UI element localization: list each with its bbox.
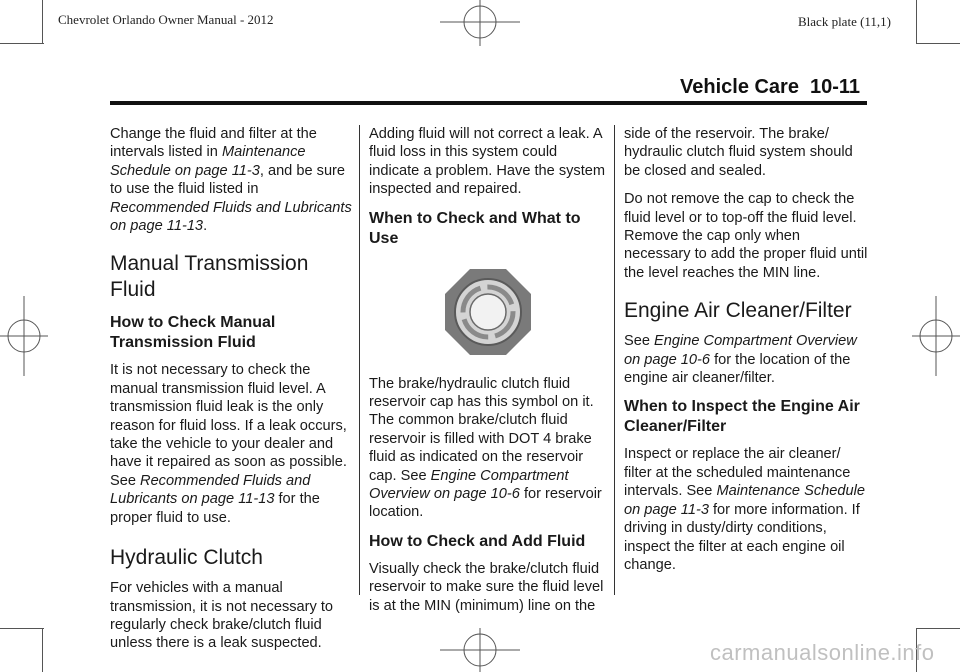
- heading-hydraulic-clutch: Hydraulic Clutch: [110, 546, 263, 570]
- column-3: [624, 125, 868, 584]
- link-recommended-fluids[interactable]: Recommended Fluids and Lubricants on page 11-13: [110, 472, 311, 508]
- subheading-check-manual-transmission: How to Check Manual Transmission Fluid: [110, 314, 276, 352]
- subheading-when-to-check: When to Check and What to Use: [369, 209, 581, 247]
- section-title: Vehicle Care: [680, 76, 799, 98]
- registration-mark-right: [910, 296, 960, 376]
- column-1: [110, 125, 352, 663]
- clutch-paragraph: For vehicles with a manual transmission, it is not necessary to regularly check brake/clutch fluid unless there is a leak suspected.: [110, 580, 334, 652]
- cap-paragraph: Do not remove the cap to check the fluid level or to top-off the fluid level. Remove the cap only when necessary to add the proper fluid until the level reaches the MIN line.: [624, 191, 868, 281]
- link-recommended-fluids[interactable]: Recommended Fluids and Lubricants on page 11-13: [110, 199, 352, 235]
- page-number: 10-11: [810, 76, 861, 98]
- cap-symbol-figure: [369, 267, 607, 359]
- brake-fluid-cap-icon: [443, 267, 533, 357]
- link-maintenance-schedule[interactable]: Maintenance Schedule on page 11-3: [624, 483, 865, 518]
- heading-engine-air-cleaner: Engine Air Cleaner/Filter: [624, 299, 852, 323]
- link-engine-compartment-overview[interactable]: Engine Compartment Overview on page 10-6: [624, 333, 857, 368]
- watermark: carmanualsonline.info: [710, 640, 935, 665]
- side-paragraph: side of the reservoir. The brake/ hydraulic clutch fluid system should be closed and sealed.: [624, 126, 853, 179]
- column-divider: [614, 125, 615, 595]
- see-paragraph: See Engine Compartment Overview on page 10-6 for the location of the engine air cleaner/filter.: [624, 333, 857, 387]
- adding-fluid-paragraph: Adding fluid will not correct a leak. A fluid loss in this system could indicate a problem. Have the system inspected and repaired.: [369, 126, 606, 198]
- reservoir-paragraph: The brake/hydraulic clutch fluid reservoir cap has this symbol on it. The common brake/clutch fluid reservoir is filled with DOT 4 brake fluid as indicated on the reservoir cap. See Engine Compartment Overview on page 10-6 for reservoir location.: [369, 375, 602, 521]
- link-maintenance-schedule[interactable]: Maintenance Schedule on page 11-3: [110, 144, 306, 179]
- how-paragraph: Visually check the brake/clutch fluid reservoir to make sure the fluid level is at the MIN (minimum) line on the: [369, 560, 604, 614]
- registration-mark-left: [0, 296, 50, 376]
- print-header-left: Chevrolet Orlando Owner Manual - 2012: [58, 12, 274, 27]
- header-rule: [110, 101, 867, 105]
- column-divider: [359, 125, 360, 595]
- intro-paragraph: Change the fluid and filter at the intervals listed in Maintenance Schedule on page 11-3, and be sure to use the fluid listed in Recommended Fluids and Lubricants on page 11-13.: [110, 126, 352, 235]
- column-2: [369, 125, 607, 625]
- inspect-paragraph: Inspect or replace the air cleaner/ filter at the scheduled maintenance intervals. See Maintenance Schedule on page 11-3 for more information. If driving in dusty/dirty conditions, inspect the filter at each engine oil change.: [624, 446, 865, 573]
- registration-mark-top: [440, 0, 520, 50]
- print-header-right: Black plate (11,1): [798, 14, 892, 29]
- check-paragraph: It is not necessary to check the manual transmission fluid level. A transmission fluid leak is the only reason for fluid loss. If a leak occurs, take the vehicle to your dealer and have it repaired as soon as possible. See Recommended Fluids and Lubricants on page 11-13 for the proper fluid to use.: [110, 362, 347, 526]
- link-engine-compartment-overview[interactable]: Engine Compartment Overview on page 10-6: [369, 467, 569, 503]
- subheading-how-to-check: How to Check and Add Fluid: [369, 532, 586, 550]
- heading-manual-transmission-fluid: Manual Transmission Fluid: [110, 252, 309, 302]
- registration-mark-bottom: [440, 626, 520, 672]
- subheading-when-to-inspect: When to Inspect the Engine Air Cleaner/Filter: [624, 398, 860, 436]
